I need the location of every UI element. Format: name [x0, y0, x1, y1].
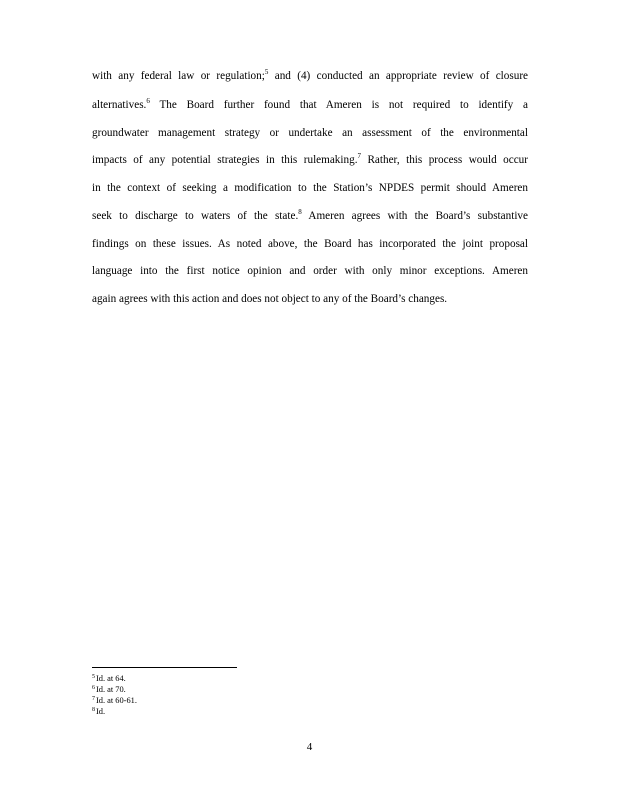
footnote-ref-8: 8 [298, 209, 302, 216]
footnote-separator [92, 667, 237, 668]
body-line-6: seek to discharge to waters of the state.$^8$ Ameren agrees with the Board’s substantive [92, 209, 528, 222]
body-line-3: groundwater management strategy or undertake an assessment of the environmental [92, 127, 528, 139]
body-line-1: with any federal law or regulation;$^5$ and (4) conducted an appropriate review of closure [92, 69, 528, 82]
page-number: 4 [306, 741, 313, 753]
footnote-8: $^8$Id. [92, 707, 106, 716]
body-line-2: alternatives.$^6$ The Board further found that Ameren is not required to identify a [92, 98, 528, 111]
body-line-5: in the context of seeking a modification to the Station’s NPDES permit should Ameren [92, 182, 528, 194]
body-line-7: findings on these issues. As noted above, the Board has incorporated the joint proposal [92, 238, 528, 250]
body-line-8: language into the first notice opinion and order with only minor exceptions. Ameren [92, 265, 528, 277]
footnote-5: $^5$Id. at 64. [92, 674, 126, 683]
footnote-6: $^6$Id. at 70. [92, 685, 126, 694]
footnote-ref-5: 5 [264, 69, 269, 76]
footnote-ref-7: 7 [357, 153, 361, 160]
body-line-9: again agrees with this action and does not object to any of the Board’s changes. [92, 293, 448, 305]
footnote-ref-6: 6 [146, 98, 150, 105]
footnote-7: $^7$Id. at 60-61. [92, 696, 137, 705]
body-line-4: impacts of any potential strategies in this rulemaking.$^7$ Rather, this process would occur [92, 153, 528, 166]
